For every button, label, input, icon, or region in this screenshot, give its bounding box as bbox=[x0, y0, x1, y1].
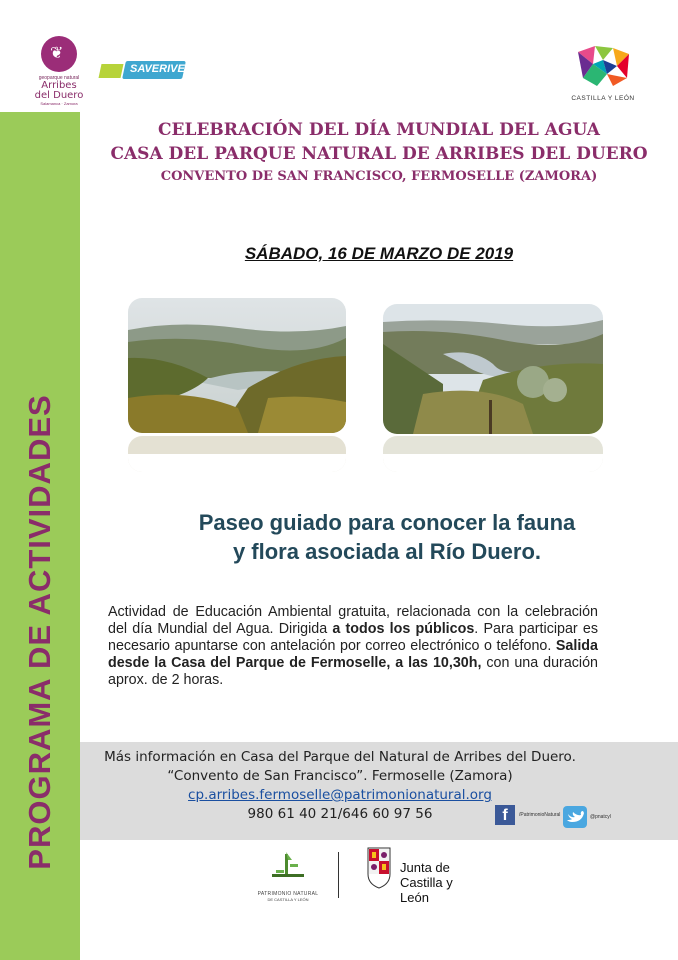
save-rivers-text: SAVERIVERS bbox=[130, 63, 201, 75]
twitter-icon[interactable] bbox=[563, 806, 587, 828]
landscape-photo-1 bbox=[128, 298, 346, 433]
description-part2: . Para participar es necesario apuntarse con antelación por correo electrónico o teléfono. bbox=[108, 621, 598, 654]
activity-title-line2: y flora asociada al Río Duero. bbox=[232, 539, 542, 564]
activity-title bbox=[96, 508, 678, 566]
banner-line1: CELEBRACIÓN DEL DÍA MUNDIAL DEL AGUA bbox=[158, 120, 600, 140]
event-date: SÁBADO, 16 DE MARZO DE 2019 bbox=[244, 244, 514, 263]
patrimonio-natural-emblem-icon bbox=[268, 850, 308, 884]
description-audience: a todos los públicos bbox=[332, 621, 475, 637]
activity-title-line1: Paseo guiado para conocer la fauna bbox=[198, 510, 576, 535]
left-green-band bbox=[0, 112, 80, 960]
castilla-y-leon-caption: CASTILLA Y LEÓN bbox=[571, 95, 635, 102]
arribes-logo-line3: del Duero bbox=[34, 90, 84, 101]
info-line2: “Convento de San Francisco”. Fermoselle (Zamora) bbox=[167, 768, 513, 784]
patrimonio-natural-line1: PATRIMONIO NATURAL bbox=[257, 891, 319, 897]
arribes-emblem-icon: ❦ bbox=[41, 36, 77, 72]
junta-line2: Castilla y León bbox=[400, 875, 453, 905]
castilla-y-leon-logo bbox=[566, 44, 640, 102]
description-departure: Salida desde la Casa del Parque de Fermoselle, a las 10,30h, bbox=[108, 638, 598, 671]
top-green-band bbox=[0, 112, 678, 196]
facebook-icon[interactable]: f bbox=[495, 805, 515, 825]
description-part3: con una duración aprox. de 2 horas. bbox=[108, 655, 598, 688]
banner-line3: CONVENTO DE SAN FRANCISCO, FERMOSELLE (ZAMORA) bbox=[160, 169, 598, 184]
landscape-photo-2 bbox=[383, 304, 603, 434]
banner-line2: CASA DEL PARQUE NATURAL DE ARRIBES DEL DUERO bbox=[110, 144, 648, 164]
junta-castilla-leon-logo bbox=[362, 844, 472, 905]
twitter-label[interactable]: @pnatcyl bbox=[590, 814, 611, 820]
description-part1: Actividad de Educación Ambiental gratuita, relacionada con la celebración del día Mundial del Agua. Dirigida bbox=[108, 604, 598, 637]
arribes-logo-line1: geoparque natural bbox=[38, 75, 80, 81]
junta-text bbox=[400, 860, 472, 905]
arribes-logo-line2: Arribes bbox=[41, 80, 77, 91]
castilla-y-leon-mosaic-icon bbox=[573, 44, 633, 88]
activity-description bbox=[108, 604, 598, 689]
save-rivers-logo bbox=[100, 60, 201, 80]
facebook-label[interactable]: /PatrimonioNatural bbox=[519, 812, 561, 818]
landscape-photo-1-reflection bbox=[128, 436, 346, 472]
junta-shield-icon bbox=[366, 844, 392, 890]
patrimonio-natural-line2: DE CASTILLA Y LEÓN bbox=[267, 897, 309, 902]
arribes-del-duero-logo bbox=[30, 36, 88, 106]
footer-divider bbox=[338, 852, 339, 898]
banner bbox=[80, 112, 678, 196]
programa-actividades-title: PROGRAMA DE ACTIVIDADES bbox=[22, 394, 57, 870]
info-phones: 980 61 40 21/646 60 97 56 bbox=[247, 806, 433, 822]
landscape-photo-2-reflection bbox=[383, 436, 603, 472]
info-box bbox=[80, 742, 678, 840]
patrimonio-natural-logo bbox=[248, 850, 328, 902]
arribes-logo-line4: Salamanca · Zamora bbox=[40, 101, 78, 106]
info-line1: Más información en Casa del Parque del Natural de Arribes del Duero. bbox=[104, 749, 576, 765]
junta-line1: Junta de bbox=[400, 860, 450, 875]
info-email-link[interactable]: cp.arribes.fermoselle@patrimonionatural.org bbox=[188, 787, 492, 803]
